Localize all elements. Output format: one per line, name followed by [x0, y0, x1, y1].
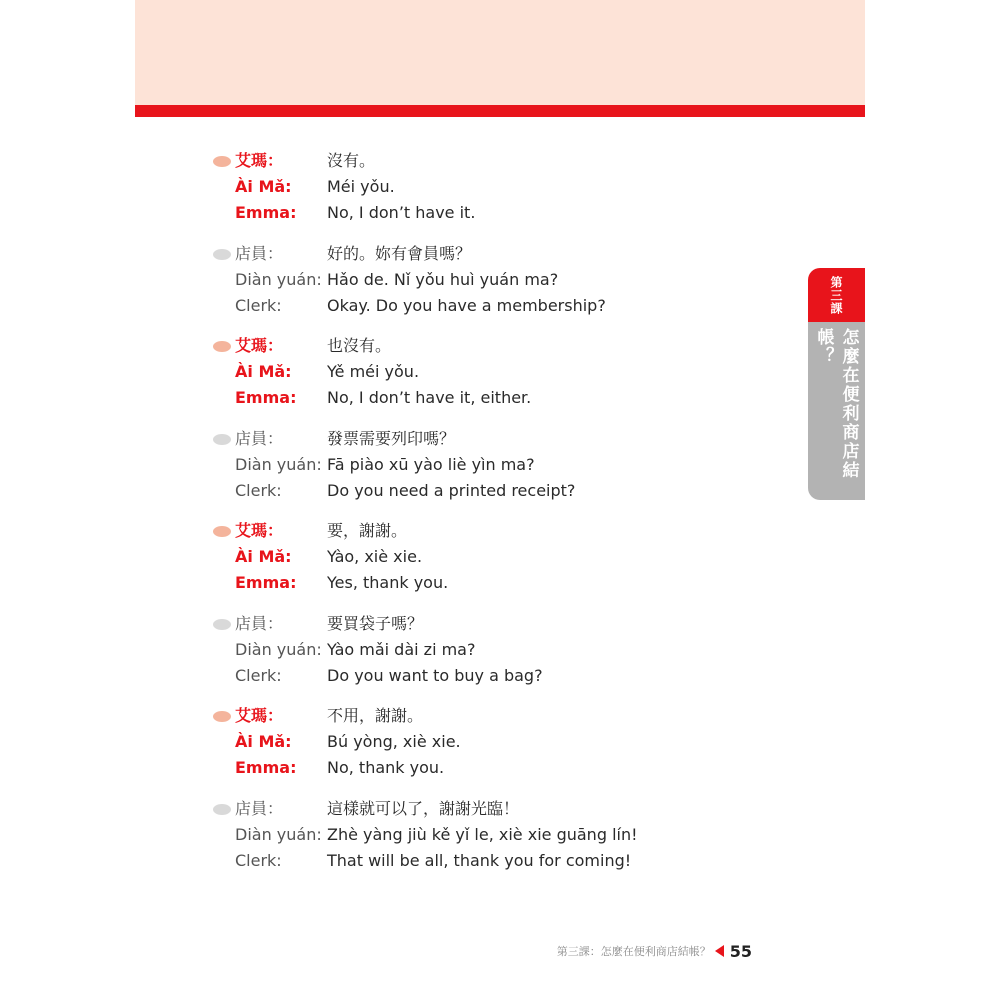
hanzi-text: 也沒有。: [327, 336, 392, 355]
speaker-label: Emma:: [235, 203, 297, 222]
english-line: [210, 293, 770, 319]
hanzi-line: [210, 241, 770, 267]
pinyin-text: Yě méi yǒu.: [327, 362, 420, 381]
english-text: Okay. Do you have a membership?: [327, 295, 606, 315]
dialogue-turn-clerk: [210, 241, 770, 334]
english-text: Yes, thank you.: [327, 573, 449, 592]
speaker-label: Clerk:: [235, 295, 282, 315]
speech-bubble-icon: [213, 711, 231, 722]
pinyin-text: Fā piào xū yào liè yìn ma?: [327, 454, 535, 474]
lesson-number: 第三課: [829, 275, 843, 315]
english-line: [210, 755, 770, 781]
speaker-label: Emma:: [235, 388, 297, 407]
page-footer: [540, 940, 752, 962]
speaker-label: 艾瑪：: [235, 521, 284, 540]
lesson-title: 怎麼在便利商店結帳？: [813, 328, 859, 480]
speaker-label: Clerk:: [235, 480, 282, 500]
speaker-label: Clerk:: [235, 665, 282, 685]
header-rule: [135, 105, 865, 117]
pinyin-line: [210, 267, 770, 293]
hanzi-line: [210, 703, 770, 729]
speaker-label: Emma:: [235, 573, 297, 592]
speaker-label: Emma:: [235, 758, 297, 777]
english-text: Do you want to buy a bag?: [327, 665, 543, 685]
hanzi-line: [210, 333, 770, 359]
english-line: [210, 478, 770, 504]
dialogue-turn-clerk: [210, 611, 770, 704]
english-line: [210, 570, 770, 596]
speech-bubble-icon: [213, 156, 231, 167]
speech-bubble-icon: [213, 341, 231, 352]
english-line: [210, 663, 770, 689]
hanzi-text: 要買袋子嗎？: [327, 613, 424, 633]
hanzi-line: [210, 426, 770, 452]
header-band: [135, 0, 865, 105]
pinyin-line: [210, 729, 770, 755]
lesson-side-tab: [808, 268, 865, 500]
hanzi-line: [210, 796, 770, 822]
english-text: That will be all, thank you for coming!: [327, 850, 632, 870]
english-line: [210, 848, 770, 874]
hanzi-line: [210, 148, 770, 174]
speaker-label: Ài Mǎ:: [235, 362, 292, 381]
pinyin-text: Hǎo de. Nǐ yǒu huì yuán ma?: [327, 269, 559, 289]
dialogue-turn-emma: [210, 333, 770, 426]
hanzi-text: 這樣就可以了，謝謝光臨！: [327, 798, 520, 818]
triangle-left-icon: [715, 945, 724, 957]
speech-bubble-icon: [213, 526, 231, 537]
speaker-label: 店員：: [235, 613, 284, 633]
english-text: No, thank you.: [327, 758, 445, 777]
dialogue-turn-clerk: [210, 796, 770, 889]
speech-bubble-icon: [213, 619, 231, 630]
speaker-label: 店員：: [235, 428, 284, 448]
speaker-label: Diàn yuán:: [235, 269, 322, 289]
pinyin-text: Yào mǎi dài zi ma?: [327, 639, 476, 659]
pinyin-text: Bú yòng, xiè xie.: [327, 732, 461, 751]
lesson-number-tab: [808, 268, 865, 322]
dialogue-turn-emma: [210, 703, 770, 796]
speaker-label: Diàn yuán:: [235, 454, 322, 474]
hanzi-line: [210, 611, 770, 637]
speaker-label: Diàn yuán:: [235, 639, 322, 659]
pinyin-line: [210, 174, 770, 200]
dialogue-turn-clerk: [210, 426, 770, 519]
english-line: [210, 385, 770, 411]
hanzi-text: 要，謝謝。: [327, 521, 408, 540]
running-title: 第三課：怎麼在便利商店結帳？: [556, 945, 711, 958]
speaker-label: 艾瑪：: [235, 336, 284, 355]
pinyin-line: [210, 452, 770, 478]
hanzi-text: 沒有。: [327, 151, 376, 170]
hanzi-line: [210, 518, 770, 544]
pinyin-line: [210, 637, 770, 663]
english-text: Do you need a printed receipt?: [327, 480, 576, 500]
speaker-label: 艾瑪：: [235, 706, 284, 725]
hanzi-text: 好的。妳有會員嗎？: [327, 243, 472, 263]
speaker-label: 店員：: [235, 243, 284, 263]
speaker-label: Diàn yuán:: [235, 824, 322, 844]
pinyin-text: Yào, xiè xie.: [327, 547, 423, 566]
speaker-label: Ài Mǎ:: [235, 177, 292, 196]
english-text: No, I don’t have it, either.: [327, 388, 532, 407]
lesson-title-tab: [808, 322, 865, 500]
speaker-label: Ài Mǎ:: [235, 547, 292, 566]
speaker-label: 艾瑪：: [235, 151, 284, 170]
dialogue: [210, 148, 770, 888]
speech-bubble-icon: [213, 249, 231, 260]
speech-bubble-icon: [213, 434, 231, 445]
speaker-label: Clerk:: [235, 850, 282, 870]
pinyin-line: [210, 544, 770, 570]
dialogue-turn-emma: [210, 148, 770, 241]
speech-bubble-icon: [213, 804, 231, 815]
english-text: No, I don’t have it.: [327, 203, 476, 222]
dialogue-turn-emma: [210, 518, 770, 611]
speaker-label: 店員：: [235, 798, 284, 818]
hanzi-text: 發票需要列印嗎？: [327, 428, 456, 448]
english-line: [210, 200, 770, 226]
pinyin-line: [210, 359, 770, 385]
pinyin-line: [210, 822, 770, 848]
speaker-label: Ài Mǎ:: [235, 732, 292, 751]
hanzi-text: 不用，謝謝。: [327, 706, 424, 725]
pinyin-text: Méi yǒu.: [327, 177, 395, 196]
page-number: 55: [729, 941, 752, 961]
pinyin-text: Zhè yàng jiù kě yǐ le, xiè xie guāng lín!: [327, 824, 638, 844]
